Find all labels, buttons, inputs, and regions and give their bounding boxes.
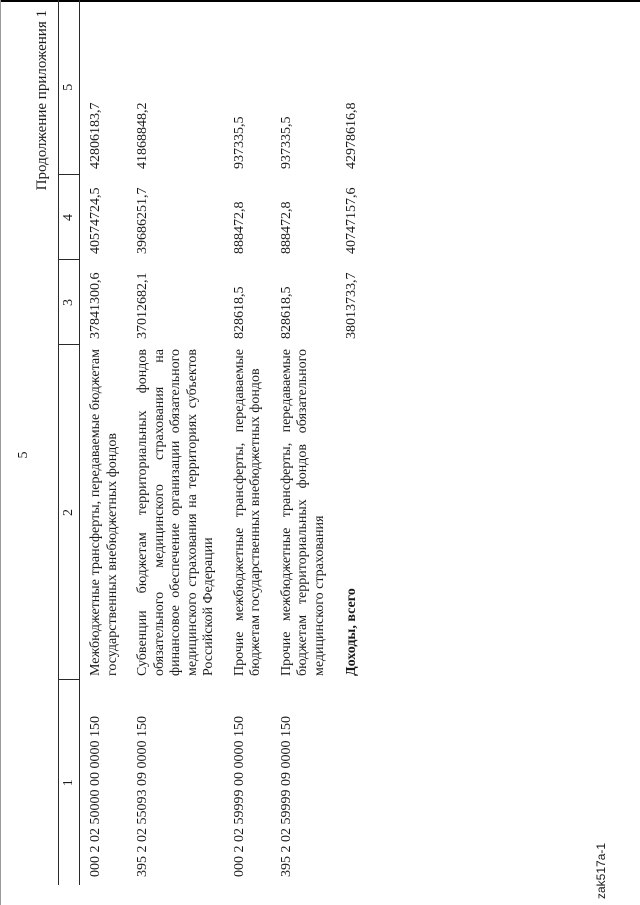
value-col5: 42806183,7 xyxy=(88,102,103,169)
value-col4: 888472,8 xyxy=(278,201,294,254)
table-row xyxy=(224,0,271,885)
budget-code: 000 2 02 50000 00 0000 150 xyxy=(88,716,103,877)
table-header-row xyxy=(59,0,80,885)
table-row xyxy=(127,0,224,885)
column-header: 1 xyxy=(59,680,80,885)
budget-code: 395 2 02 55093 09 0000 150 xyxy=(135,716,150,877)
value-col5: 937335,5 xyxy=(278,116,294,169)
appendix-continuation-label: Продолжение приложения 1 xyxy=(34,10,50,191)
value-col4: 40574724,5 xyxy=(88,187,103,254)
value-col3: 828618,5 xyxy=(231,286,247,339)
total-col5: 42978616,8 xyxy=(344,102,359,169)
footer-document-code: zak517a-1 xyxy=(594,842,608,899)
total-label: Доходы, всего xyxy=(344,588,359,676)
column-header: 3 xyxy=(59,260,80,345)
column-header: 4 xyxy=(59,175,80,260)
revenue-name: Межбюджетные трансферты, передаваемые бюджетам государственных внебюджетных фондов xyxy=(88,349,120,676)
total-col3: 38013733,7 xyxy=(344,272,359,339)
value-col3: 37012682,1 xyxy=(135,272,150,339)
value-col3: 37841300,6 xyxy=(88,272,103,339)
budget-code: 395 2 02 59999 09 0000 150 xyxy=(278,716,294,877)
value-col5: 937335,5 xyxy=(231,116,247,169)
value-col4: 888472,8 xyxy=(231,201,247,254)
table-row xyxy=(80,0,128,885)
value-col3: 828618,5 xyxy=(278,286,294,339)
revenue-table-wrapper xyxy=(58,0,367,885)
page-number: 5 xyxy=(16,451,31,459)
value-col4: 39686251,7 xyxy=(135,187,150,254)
table-row xyxy=(271,0,335,885)
budget-code: 000 2 02 59999 00 0000 150 xyxy=(231,716,247,877)
revenue-name: Субвенции бюджетам территориальных фондов обязательного медицинского страхования на финансовое обеспечение организации обязательного медицинского страхования на территориях субъектов Российской Федерации xyxy=(135,349,216,676)
column-header: 2 xyxy=(59,345,80,680)
column-header: 5 xyxy=(59,0,80,175)
revenue-table xyxy=(58,0,367,885)
revenue-name: Прочие межбюджетные трансферты, передаваемые бюджетам территориальных фондов обязательного медицинского страхования xyxy=(278,349,327,676)
total-col4: 40747157,6 xyxy=(344,187,359,254)
revenue-name: Прочие межбюджетные трансферты, передаваемые бюджетам государственных внебюджетных фондов xyxy=(231,349,263,676)
value-col5: 41868848,2 xyxy=(135,102,150,169)
total-empty-code xyxy=(334,680,367,885)
total-row xyxy=(334,0,367,885)
